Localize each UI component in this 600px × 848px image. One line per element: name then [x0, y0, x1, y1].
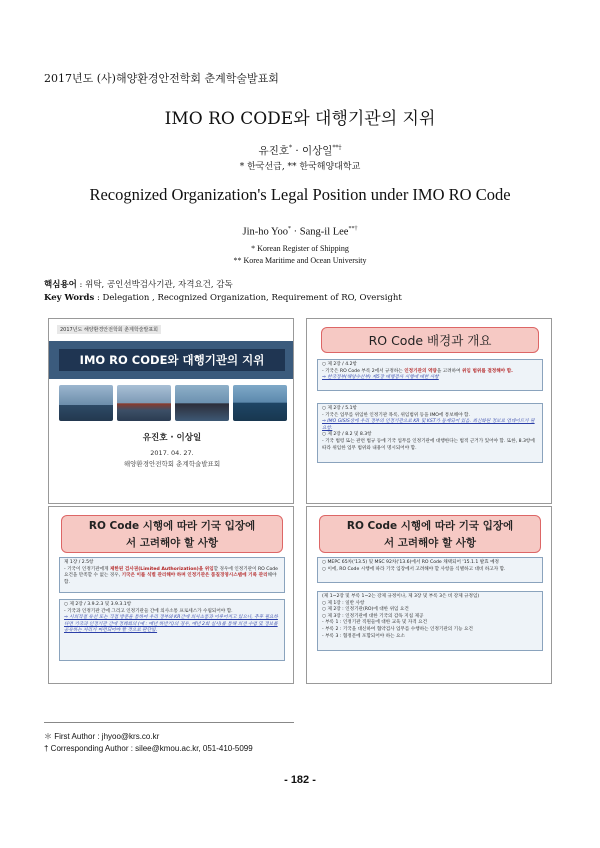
- footnote-corresponding-author: † Corresponding Author : silee@kmou.ac.kr, 051-410-5099: [44, 744, 253, 753]
- keywords-korean: [44, 278, 233, 290]
- slide2-b1-text-a: - 기국은 RO Code 부록 2에서 규정하는: [322, 368, 405, 374]
- paper-title-korean: IMO RO CODE와 대행기관의 지위: [164, 109, 436, 129]
- page-number: - 182 -: [284, 774, 316, 786]
- slide1-title: IMO RO CODE와 대행기관의 지위: [59, 349, 285, 371]
- slide3-box-1: [59, 557, 285, 593]
- affiliation-english-2: ** Korea Maritime and Ocean University: [233, 256, 367, 265]
- slide4-b1-line2: ○ 이에, RO Code 시행에 따라 기국 입장에서 고려해야 할 사항을 식별하고 대비 하고자 함.: [322, 566, 506, 572]
- slide4-b2-line0: (제 1~2장 및 부록 1~2는 강제 규정이나, 제 3장 및 부록 3은 비 강제 규정임): [322, 594, 480, 599]
- ship-image-4: [233, 385, 287, 421]
- author-en-separator: ·: [291, 226, 300, 238]
- affiliation-english-1: * Korean Register of Shipping: [251, 244, 349, 253]
- keywords-english-label: Key Words: [44, 293, 95, 303]
- slide4-b2-line2: ○ 제 2장 : 인정기관(RO)에 대한 위임 요건: [322, 607, 409, 613]
- keywords-korean-text: : 위탁, 공인선박검사기관, 자격요건, 감독: [76, 280, 233, 290]
- slide4-box-2: [317, 591, 543, 651]
- slide2-b2-line2: - 기국은 업무를 위임한 인정기관 목록, 위임범위 등을 IMO에 통보해야 함.: [322, 412, 470, 418]
- slide3-b2-line1: ○ 제 2장 / 3.9.2.3 및 3.9.3.1항: [64, 602, 132, 607]
- slide4-box-1: [317, 557, 543, 583]
- footnote-divider: [44, 722, 294, 723]
- slide2-b2-line4: ○ 제 2장 / 8.2 및 8.3항: [322, 432, 372, 438]
- slide2-b1-line3: ⇒ 한국정부(해양수산부) 제5장 대행검사 시행에 대한 사항: [322, 375, 439, 381]
- author-2-mark: **†: [332, 144, 342, 152]
- paper-title-english: Recognized Organization's Legal Position under IMO RO Code: [89, 185, 511, 204]
- slide1-org: 해양환경안전학회 춘계학술발표회: [123, 460, 221, 468]
- slide4-b2-line5: - 부록 2 : 기국을 대신하여 협약검사 업무를 수행하는 인정기관의 기능 요건: [322, 626, 473, 632]
- author-en-1: Jin-ho Yoo: [242, 226, 289, 238]
- keywords-english: [44, 293, 402, 303]
- conference-header: 2017년도 (사)해양환경안전학회 춘계학술발표회: [44, 72, 279, 85]
- slide3-b1-text-b: 제한된 검사권(Limited Authorization)을 위임: [109, 566, 214, 572]
- ship-image-2: [117, 385, 171, 421]
- slide2-b1-text-b: 인정기관의 역량: [404, 368, 437, 374]
- keywords-english-text: : Delegation , Recognized Organization, Requirement of RO, Oversight: [94, 293, 402, 303]
- slide2-box-2: [317, 403, 543, 463]
- slide3-b1-text-c: 할 경우에 인정기관이 RO Code 요건을 만족할 수 없는 경우,: [64, 566, 279, 579]
- slide-considerations-2: [306, 506, 552, 684]
- slide3-box-2: [59, 599, 285, 661]
- author-separator: ·: [291, 145, 302, 157]
- slide3-b1-text-e: 해야 함.: [64, 573, 277, 585]
- keywords-korean-label: 핵심용어: [44, 280, 77, 290]
- author-2: 이상일: [302, 145, 333, 157]
- slide3-b1-line2: [64, 567, 280, 587]
- slide2-b1-text-d: 위임 범위를 결정해야 함.: [461, 368, 513, 374]
- slide4-heading-line1: RO Code 시행에 따라 기국 입장에: [346, 520, 514, 532]
- slide2-b2-line1: ○ 제 2장 / 5.1항: [322, 406, 357, 411]
- slide2-b1-line1: ○ 제 2장 / 4.2항: [322, 362, 357, 367]
- slide2-box-1: [317, 359, 543, 391]
- slide3-b1-text-a: - 기국이 인정기관에게: [64, 566, 110, 572]
- slide3-b1-line1: 제 1장 / 2.5항: [64, 560, 94, 565]
- slide-background: [306, 318, 552, 504]
- slide1-date: 2017. 04. 27.: [150, 449, 194, 457]
- footnote-first-author: ＊ First Author : jhyoo@krs.co.kr: [44, 732, 160, 741]
- author-en-2-mark: **†: [348, 226, 358, 232]
- slide1-tag: 2017년도 해양환경안전학회 춘계학술발표회: [57, 325, 161, 334]
- slide2-b2-line5: - 기국 법령 또는 관련 법규 등에 기국 업무를 인정기관에 대행한다는 법적 근거가 있어야 함. 또한, 8.3항에 따라 위임한 업무 범위와 내용이 명시되어야 함.: [322, 438, 535, 451]
- author-en-1-mark: *: [288, 226, 292, 232]
- slide3-heading: [61, 515, 283, 553]
- slide3-heading-line2: 서 고려해야 할 사항: [125, 537, 219, 549]
- author-en-2: Sang-il Lee: [299, 226, 349, 238]
- slide2-heading: RO Code 배경과 개요: [321, 327, 539, 353]
- slide4-b2-line3: ○ 제 3장 : 인정기관에 대한 기국의 감독 지침 제공: [322, 613, 424, 619]
- authors-korean: [0, 143, 600, 158]
- slide-considerations-1: [48, 506, 294, 684]
- ship-image-1: [59, 385, 113, 421]
- slide4-b2-line6: - 부록 3 : 협정문에 포함되어야 하는 요소: [322, 633, 405, 639]
- slide1-authors: 유진호 · 이상일: [142, 433, 202, 443]
- slide4-b2-line4: - 부록 1 : 인정기관 직원들에 대한 교육 및 자격 요건: [322, 620, 428, 626]
- slide3-b2-line3: ⇒ 시의적절 유선 또는 직접 방문을 통하여 우리 정부와 KR간에 의사소통과 이루어지고 있으나, 추후 필요하다면 기국과 인정기관 간에 정례회의 (예 : 매년 하반기)의 경우, 매년 2회 실시)를 통해 의견 수렴 및 정보를 공유하는 자리가 마련되어야 할 것으로 판단됨.: [64, 615, 278, 634]
- slide2-b2-line3: ⇒ IMO GISIS상에 우리 정부의 인정기관으로 KR 및 KST가 등재되어 있음. 최신화된 정보로 업데이트가 필요함.: [322, 419, 535, 431]
- author-1-mark: *: [288, 144, 292, 152]
- slide3-heading-line1: RO Code 시행에 따라 기국 입장에: [88, 520, 256, 532]
- slide2-b1-text-c: 을 고려하여: [436, 368, 462, 374]
- slide3-b1-text-d: 기국은 이를 식별 관리해야 하며 인정기관은 품질경영시스템에 기록 관리: [121, 573, 268, 579]
- slide4-heading-line2: 서 고려해야 할 사항: [383, 537, 477, 549]
- slide4-b1-line1: ○ MEPC 65차('13.5) 및 MSC 92차('13.6)에서 RO Code 채택되어 '15.1.1 발효 예정: [322, 560, 499, 565]
- authors-english: [0, 226, 600, 238]
- author-1: 유진호: [258, 145, 289, 157]
- slide3-b2-line2: - 기국과 인정기관 간에 그리고 인정기관들 간에 의사소통 프로세스가 수립되어야 함.: [64, 608, 233, 614]
- slide-title: [48, 318, 294, 504]
- ship-image-3: [175, 385, 229, 421]
- slide4-b2-line1: ○ 제 1장 : 일반 사항: [322, 600, 365, 606]
- affiliation-korean: * 한국선급, ** 한국해양대학교: [239, 162, 361, 172]
- slide4-heading: [319, 515, 541, 553]
